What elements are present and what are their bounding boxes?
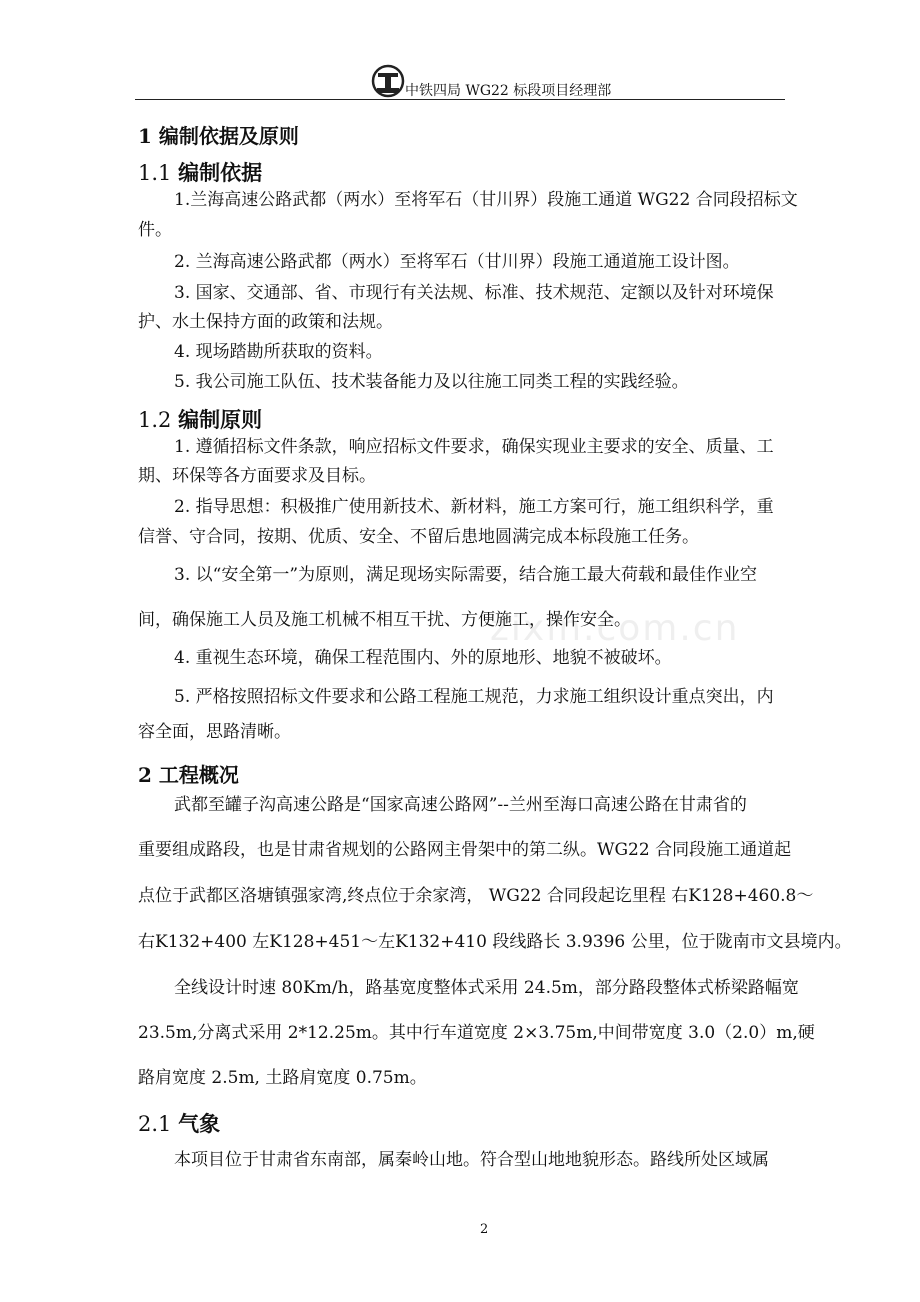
paragraph-line: 重要组成路段，也是甘肃省规划的公路网主骨架中的第二纵。WG22 合同段施工通道起 (138, 840, 792, 860)
section-number: 1.2 (138, 408, 172, 432)
section-2-1-heading (138, 1108, 786, 1138)
paragraph-line: 全线设计时速 80Km/h，路基宽度整体式采用 24.5m，部分路段整体式桥梁路幅宽 (174, 978, 799, 998)
section-title: 气象 (178, 1111, 221, 1136)
paragraph-line: 23.5m,分离式采用 2*12.25m。其中行车道宽度 2×3.75m,中间带宽度 3.0（2.0）m,硬 (138, 1023, 815, 1043)
paragraph-line: 间，确保施工人员及施工机械不相互干扰、方便施工，操作安全。 (138, 610, 631, 630)
paragraph-line: 3. 以“安全第一”为原则，满足现场实际需要，结合施工最大荷载和最佳作业空 (174, 565, 758, 585)
paragraph-line: 护、水土保持方面的政策和法规。 (138, 312, 393, 332)
paragraph-line: 1.兰海高速公路武都（两水）至将军石（甘川界）段施工通道 WG22 合同段招标文 (174, 190, 798, 210)
section-2-heading: 2 工程概况 (138, 763, 239, 787)
section-title: 编制依据 (178, 160, 263, 185)
paragraph-line: 期、环保等各方面要求及目标。 (138, 466, 376, 486)
header-title: 中铁四局 WG22 标段项目经理部 (405, 83, 612, 99)
section-1-2-heading (138, 404, 786, 434)
paragraph-line: 件。 (138, 220, 172, 240)
paragraph-line: 信誉、守合同，按期、优质、安全、不留后患地圆满完成本标段施工任务。 (138, 527, 699, 547)
paragraph-line: 5. 我公司施工队伍、技术装备能力及以往施工同类工程的实践经验。 (174, 372, 689, 392)
paragraph-line: 1. 遵循招标文件条款，响应招标文件要求，确保实现业主要求的安全、质量、工 (174, 437, 774, 457)
paragraph-line: 2. 兰海高速公路武都（两水）至将军石（甘川界）段施工通道施工设计图。 (174, 252, 740, 272)
section-title: 编制原则 (178, 407, 263, 432)
page-number: 2 (480, 1222, 489, 1237)
watermark: zixin.com.cn (490, 608, 740, 649)
page-header (135, 62, 785, 100)
paragraph-line: 右K132+400 左K128+451～左K132+410 段线路长 3.9396 公里，位于陇南市文县境内。 (138, 932, 852, 952)
paragraph-line: 容全面，思路清晰。 (138, 722, 291, 742)
header-divider (135, 99, 785, 100)
paragraph-line: 路肩宽度 2.5m, 土路肩宽度 0.75m。 (138, 1068, 427, 1088)
crec-logo-icon (371, 64, 405, 98)
paragraph-line: 2. 指导思想：积极推广使用新技术、新材料，施工方案可行，施工组织科学，重 (174, 497, 774, 517)
paragraph-line: 4. 现场踏勘所获取的资料。 (174, 342, 383, 362)
paragraph-line: 武都至罐子沟高速公路是“国家高速公路网”--兰州至海口高速公路在甘肃省的 (174, 795, 747, 815)
paragraph-line: 4. 重视生态环境，确保工程范围内、外的原地形、地貌不被破坏。 (174, 648, 672, 668)
paragraph-line: 5. 严格按照招标文件要求和公路工程施工规范，力求施工组织设计重点突出，内 (174, 687, 774, 707)
section-1-heading: 1 编制依据及原则 (138, 124, 299, 148)
paragraph-line: 点位于武都区洛塘镇强家湾,终点位于余家湾， WG22 合同段起讫里程 右K128+460.8～ (138, 886, 814, 906)
paragraph-line: 3. 国家、交通部、省、市现行有关法规、标准、技术规范、定额以及针对环境保 (174, 283, 774, 303)
paragraph-line: 本项目位于甘肃省东南部，属秦岭山地。符合型山地地貌形态。路线所处区域属 (174, 1150, 769, 1170)
section-1-1-heading (138, 157, 786, 187)
section-number: 1.1 (138, 161, 172, 185)
section-number: 2.1 (138, 1112, 172, 1136)
